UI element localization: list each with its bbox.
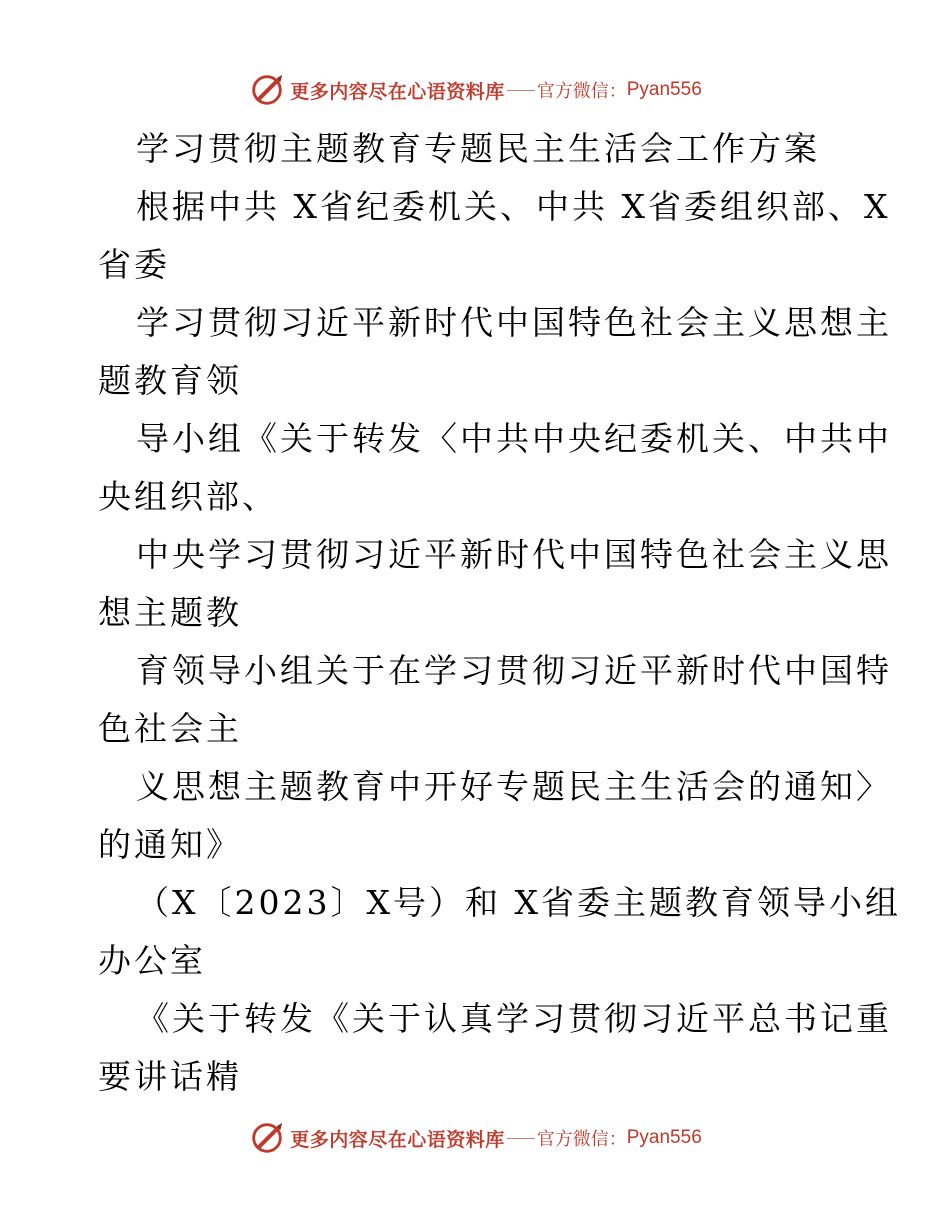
watermark-account: Pyan556 bbox=[626, 79, 702, 100]
watermark-label: 官方微信： bbox=[536, 81, 627, 102]
doc-line: 学习贯彻习近平新时代中国特色社会主义思想主 bbox=[136, 303, 892, 342]
doc-line: 想主题教 bbox=[98, 593, 242, 632]
header-watermark bbox=[0, 70, 950, 110]
quill-logo-icon bbox=[248, 1119, 286, 1157]
doc-line: 育领导小组关于在学习贯彻习近平新时代中国特 bbox=[136, 651, 892, 690]
watermark-divider bbox=[507, 1138, 535, 1139]
doc-line: 义思想主题教育中开好专题民主生活会的通知〉 bbox=[136, 767, 892, 806]
watermark-account: Pyan556 bbox=[626, 1127, 702, 1148]
watermark-label: 官方微信： bbox=[536, 1129, 627, 1150]
doc-line: 省委 bbox=[98, 245, 170, 284]
watermark-divider bbox=[507, 90, 535, 91]
watermark-brand: 更多内容尽在心语资料库 bbox=[290, 80, 505, 103]
footer-watermark bbox=[0, 1118, 950, 1158]
doc-line: 学习贯彻主题教育专题民主生活会工作方案 bbox=[136, 129, 820, 168]
doc-line: 中央学习贯彻习近平新时代中国特色社会主义思 bbox=[136, 535, 892, 574]
doc-line: 央组织部、 bbox=[98, 477, 278, 516]
doc-line: 的通知》 bbox=[98, 825, 242, 864]
doc-line: 导小组《关于转发〈中共中央纪委机关、中共中 bbox=[136, 419, 892, 458]
doc-line: （X〔2023〕X号）和 X省委主题教育领导小组 bbox=[136, 883, 901, 922]
doc-line: 要讲话精 bbox=[98, 1057, 242, 1096]
quill-logo-icon bbox=[248, 71, 286, 109]
doc-line: 《关于转发《关于认真学习贯彻习近平总书记重 bbox=[136, 999, 892, 1038]
watermark-brand: 更多内容尽在心语资料库 bbox=[290, 1128, 505, 1151]
doc-line: 色社会主 bbox=[98, 709, 242, 748]
doc-line: 根据中共 X省纪委机关、中共 X省委组织部、X bbox=[136, 187, 891, 226]
doc-line: 题教育领 bbox=[98, 361, 242, 400]
doc-line: 办公室 bbox=[98, 941, 206, 980]
document-body bbox=[98, 120, 901, 1106]
